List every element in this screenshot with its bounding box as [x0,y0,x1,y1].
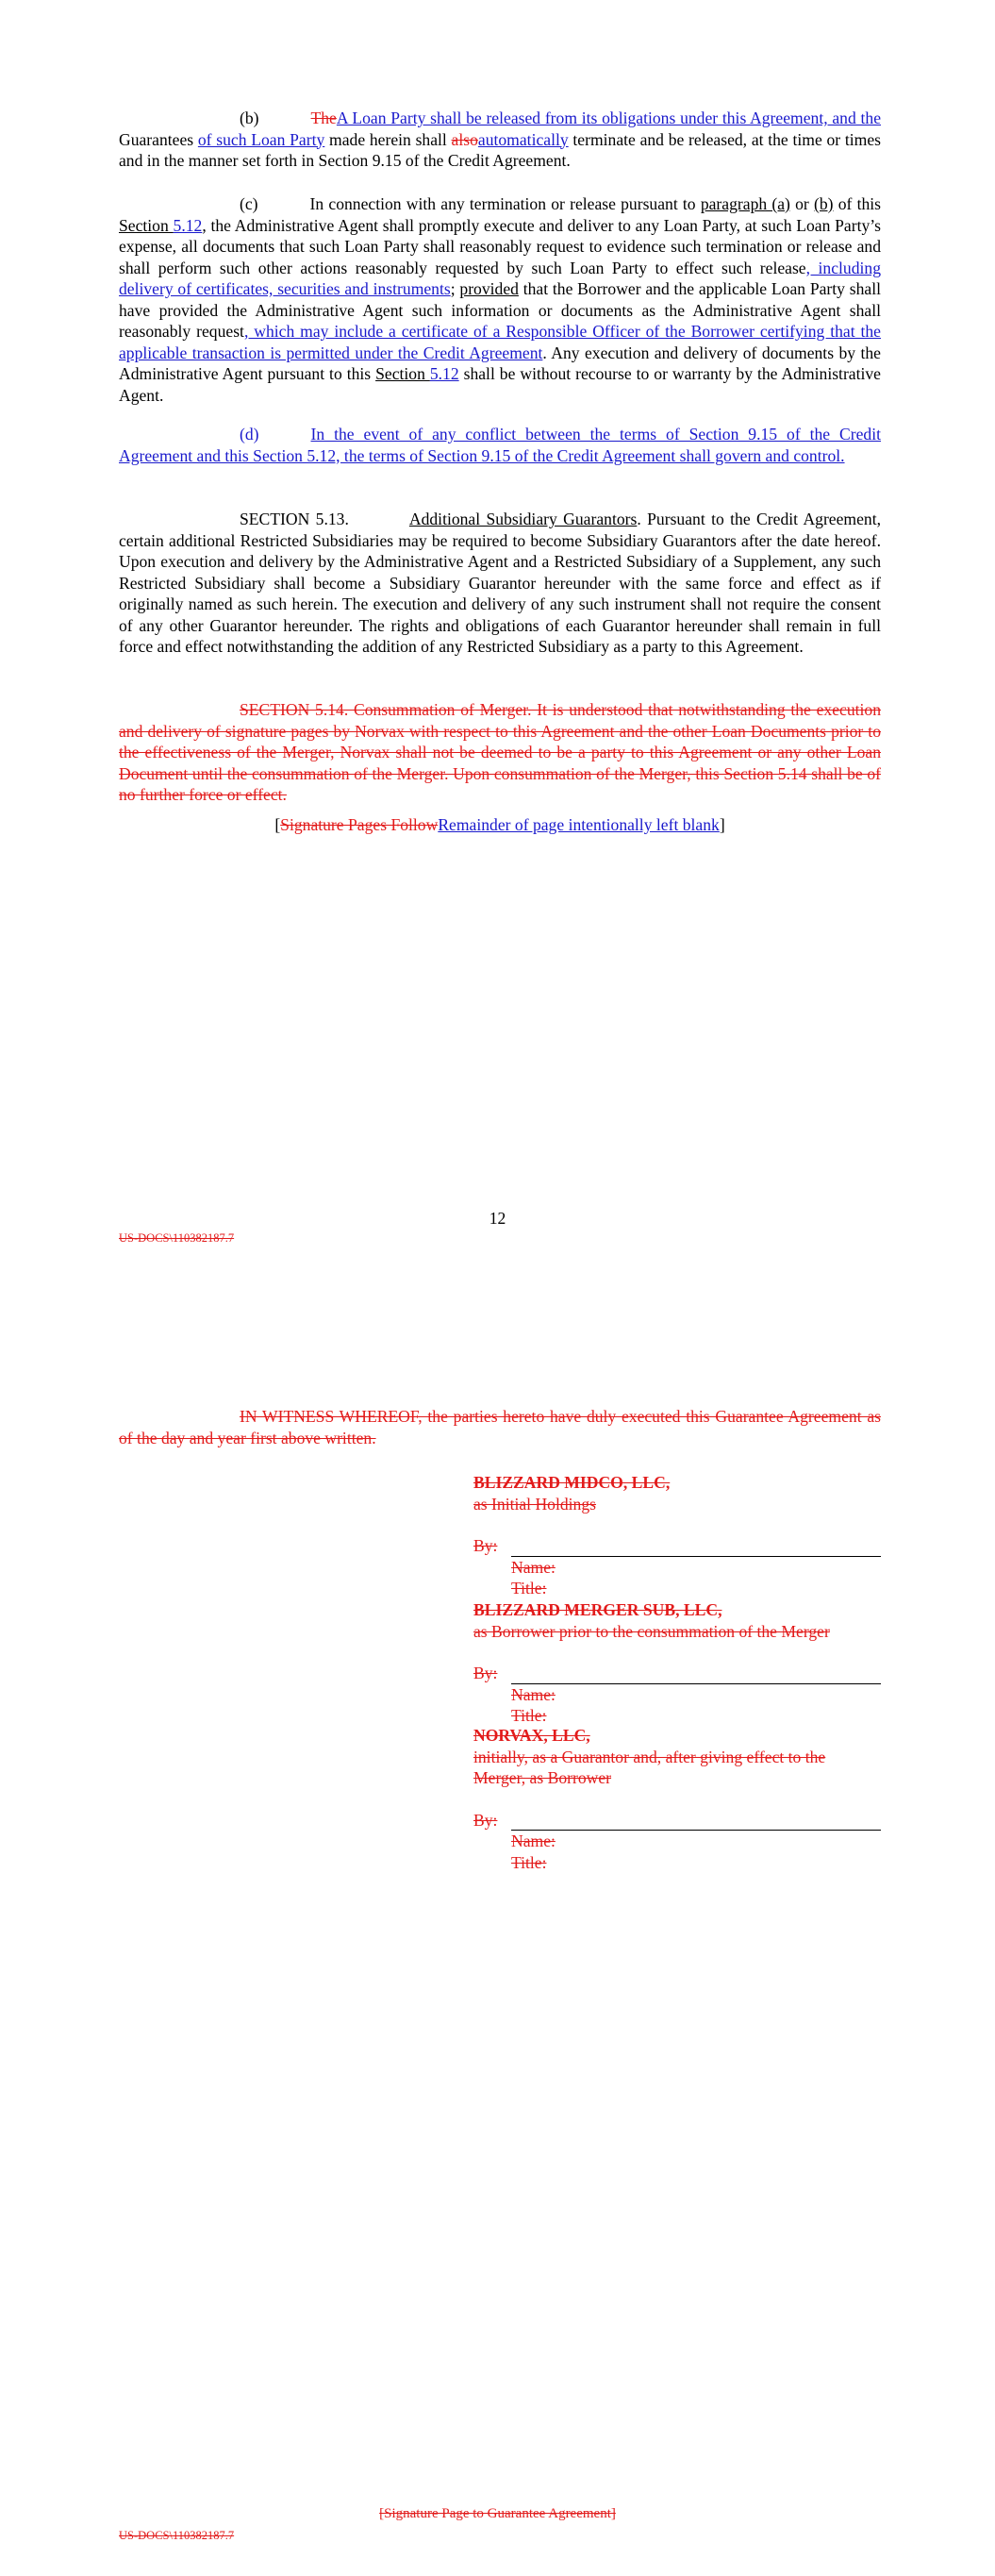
document-page-2 [0,1255,995,2576]
paragraph-c [119,193,881,406]
bracket-open: [ [274,815,281,834]
para-d-label: (d) [240,425,259,443]
page-number: 12 [489,1209,506,1228]
signature-line [473,1810,881,1832]
witness-text: IN WITNESS WHEREOF, the parties hereto have duly executed this Guarantee Agreement as of the day and year first above written. [119,1407,881,1447]
name-label: Name: [511,1832,556,1850]
signature-line [473,1663,881,1684]
title-label: Title: [511,1579,547,1597]
body-text: of this [833,194,881,213]
section-heading: Additional Subsidiary Guarantors [408,510,638,528]
inserted-text: , which may include a certificate of a Responsible Officer of the Borrower certifying that the applicable transaction is permitted under the Credit Agreement [119,322,881,362]
body-text: made herein shall [324,129,452,149]
signature-line [473,1535,881,1557]
capacity: as Borrower prior to the consummation of the Merger [473,1621,830,1641]
by-label: By: [473,1810,498,1830]
signature-rule [511,1811,881,1831]
signature-block-midco [473,1472,881,1599]
inserted-text: In the event of any conflict between the terms of Section 9.15 of the Credit Agreement and this Section 5.12, the terms of Section 9.15 of the Credit Agreement shall govern and control. [119,425,881,465]
inserted-text: Remainder of page intentionally left blank [438,815,720,834]
body-text: shall be without recourse to or warranty by the Administrative Agent. [119,364,881,405]
remainder-line [119,814,881,836]
signature-rule [511,1664,881,1684]
body-text: In connection with any termination or release pursuant to [309,194,701,213]
inserted-text: of such Loan Party [197,129,325,149]
underlined-term: provided [459,279,519,298]
section-number: SECTION 5.13. [240,510,349,528]
body-text: . Any execution and delivery of documents by the Administrative Agent pursuant to this [119,343,881,383]
inserted-text: 5.12 [429,364,459,383]
para-b-label: (b) [240,109,259,127]
capacity: initially, as a Guarantor and, after giving effect to the Merger, as Borrower [473,1747,826,1787]
witness-clause [119,1406,881,1448]
body-text: . Pursuant to the Credit Agreement, certain additional Restricted Subsidiaries may be required to become Subsidiary Guarantors after the date hereof. Upon execution and delivery by the Administrative Agent and a Restricted Subsidiary of a Supplement, any such Restricted Subsidiary shall become a Subsidiary Guarantor hereunder with the same force and effect as if originally named as such herein. The execution and delivery of any such instrument shall not require the consent of any other Guarantor hereunder. The rights and obligations of each Guarantor hereunder shall remain in full force and effect notwithstanding the addition of any Restricted Subsidiary as a party to this Agreement. [119,510,882,656]
company-name: BLIZZARD MERGER SUB, LLC, [473,1600,722,1619]
name-label: Name: [511,1557,556,1577]
body-text: terminate and be released, at the time or times and in the manner set forth in Section 9.15 of the Credit Agreement. [119,129,882,170]
name-label: Name: [511,1684,556,1704]
body-text: ; [450,279,460,298]
document-id-footer: US-DOCS\110382187.7 [119,1231,235,1245]
section-5-13 [119,509,881,658]
by-label: By: [473,1664,498,1682]
inserted-text: A Loan Party shall be released from its obligations under this Agreement, and the [336,109,881,127]
body-text: or [789,194,814,213]
underlined-ref: (b) [813,194,834,213]
inserted-text: 5.12 [173,215,203,235]
paragraph-d [119,424,881,466]
para-c-label: (c) [240,194,258,213]
underlined-ref: Section [119,215,174,235]
underlined-ref: Section [375,364,430,383]
inserted-text: automatically [477,129,569,149]
body-text: Guarantees [119,129,198,149]
paragraph-b [119,108,881,172]
company-name: BLIZZARD MIDCO, LLC, [473,1473,671,1492]
signature-block-norvax [473,1725,881,1873]
by-label: By: [473,1536,498,1555]
underlined-ref: paragraph (a) [700,194,790,213]
deleted-text: also [451,129,478,149]
deleted-text: SECTION 5.14. Consummation of Merger. It is understood that notwithstanding the execution and delivery of signature pages by Norvax with respect to this Agreement and the other Loan Documents prior to the effectiveness of the Merger, Norvax shall not be deemed to be a party to this Agreement or any other Loan Document until the consummation of the Merger. Upon consummation of the Merger, this Section 5.14 shall be of no further force or effect. [119,700,881,804]
section-5-14-deleted [119,699,881,806]
bracket-close: ] [719,815,725,834]
deleted-text: Signature Pages Follow [280,815,439,834]
company-name: NORVAX, LLC, [473,1726,590,1745]
body-text: , the Administrative Agent shall promptly execute and deliver to any Loan Party, at such Loan Party’s expense, all documents that such Loan Party shall reasonably request to evidence such termination or release and shall perform such other actions reasonably requested by such Loan Party to effect such release [119,215,882,277]
capacity: as Initial Holdings [473,1494,596,1514]
title-label: Title: [511,1852,547,1872]
signature-block-merger-sub [473,1599,881,1727]
signature-rule [511,1537,881,1557]
signature-page-footer: [Signature Page to Guarantee Agreement] [379,2506,616,2521]
document-page-1 [0,0,995,1255]
deleted-text: The [310,109,337,127]
document-id-footer: US-DOCS\110382187.7 [119,2529,235,2542]
title-label: Title: [511,1706,547,1725]
body-text: that the Borrower and the applicable Loan Party shall have provided the Administrative Agent such information or documents as the Administrative Agent shall reasonably request [119,279,881,341]
inserted-text: , including delivery of certificates, securities and instruments [119,258,881,298]
